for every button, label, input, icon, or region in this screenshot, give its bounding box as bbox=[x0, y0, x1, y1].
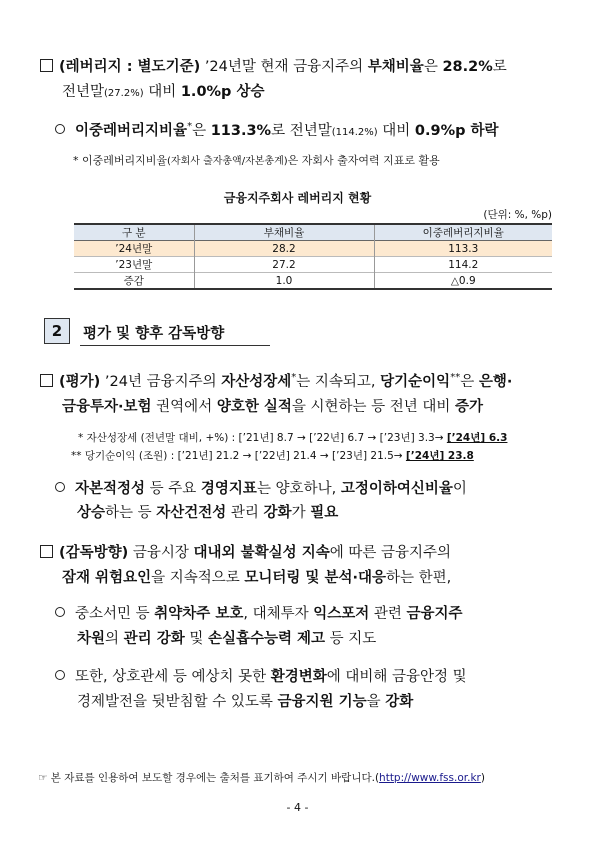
text-segment: 손실흡수능력 제고 bbox=[207, 631, 326, 647]
text-segment: ) bbox=[480, 772, 485, 784]
borrower-protection-paragraph-line1 bbox=[55, 602, 463, 623]
double-leverage-value: 113.3% bbox=[210, 123, 272, 139]
text-segment: 증가 bbox=[455, 399, 484, 415]
debt-ratio-value: 28.2% bbox=[442, 59, 493, 75]
footnote-mark: ** bbox=[450, 372, 461, 384]
text-segment: (자회사 출자총액/자본총계) bbox=[167, 156, 288, 167]
debt-ratio-label: 부채비율 bbox=[367, 59, 424, 75]
supervision-paragraph-line2 bbox=[62, 566, 451, 587]
table-cell: 113.3 bbox=[374, 241, 552, 257]
fss-link[interactable]: http://www.fss.or.kr bbox=[379, 772, 481, 784]
net-income-label: 당기순이익 bbox=[380, 374, 451, 390]
text-segment: 고정이하여신비율 bbox=[340, 481, 453, 497]
text-segment: 관련 bbox=[369, 606, 407, 622]
text-segment: 경영지표 bbox=[200, 481, 257, 497]
text-segment: 대비 bbox=[377, 123, 415, 139]
text-segment: 에 대비해 금융안정 및 bbox=[326, 669, 467, 685]
square-bullet-icon bbox=[40, 545, 53, 558]
footnote-asset-growth bbox=[78, 430, 507, 445]
text-segment: ** 당기순이익 (조원) : [’21년] 21.2 → [’22년] 21.4 → [’23년] 21.5→ bbox=[71, 450, 406, 462]
highlight-value: [’24년] 6.3 bbox=[446, 432, 508, 444]
page-number: - 4 - bbox=[286, 801, 309, 814]
text-segment: 는 양호하나, bbox=[256, 481, 341, 497]
text-segment: 양호한 실적 bbox=[216, 399, 292, 415]
pointing-hand-icon: ☞ bbox=[38, 772, 48, 784]
prior-value: (27.2%) bbox=[104, 88, 144, 99]
leverage-paragraph-line2 bbox=[62, 80, 265, 101]
supervision-paragraph-line1 bbox=[40, 541, 451, 562]
table-row bbox=[74, 241, 552, 257]
text-segment: 을 bbox=[366, 694, 386, 710]
text-segment: ’24년말 현재 금융지주의 bbox=[200, 59, 368, 75]
leverage-paragraph-line1 bbox=[40, 55, 507, 76]
leverage-heading: (레버리지 : 별도기준) bbox=[59, 59, 201, 75]
citation-notice bbox=[38, 770, 485, 785]
text-segment: * 자산성장세 (전년말 대비, +%) : [’21년] 8.7 → [’22년] 6.7 → [’23년] 3.3→ bbox=[78, 432, 447, 444]
text-segment: 에 따른 금융지주의 bbox=[329, 545, 451, 561]
supervision-heading: (감독방향) bbox=[59, 545, 129, 561]
change-value: 0.9%p 하락 bbox=[414, 123, 499, 139]
text-segment: 로 전년말 bbox=[271, 123, 332, 139]
double-leverage-paragraph bbox=[55, 119, 499, 140]
section-underline bbox=[80, 345, 270, 346]
text-segment: 의 bbox=[105, 631, 124, 647]
text-segment: ’24년 금융지주의 bbox=[100, 374, 222, 390]
footnote-mark: * bbox=[291, 372, 297, 384]
text-segment: , 대체투자 bbox=[243, 606, 314, 622]
evaluation-heading: (평가) bbox=[59, 374, 101, 390]
table-title: 금융지주회사 레버리지 현황 bbox=[223, 191, 372, 205]
text-segment: 은 자회사 출자여력 지표로 활용 bbox=[287, 154, 440, 167]
text-segment: 및 bbox=[184, 631, 208, 647]
text-segment: 잠재 위험요인 bbox=[62, 570, 152, 586]
table-header: 구 분 bbox=[121, 227, 146, 239]
change-value: 1.0%p 상승 bbox=[180, 84, 265, 100]
text-segment: 을 지속적으로 bbox=[151, 570, 245, 586]
text-segment: 차원 bbox=[77, 631, 106, 647]
text-segment: 로 bbox=[492, 59, 507, 75]
table-header: 이중레버리지비율 bbox=[374, 224, 552, 241]
square-bullet-icon bbox=[40, 374, 53, 387]
text-segment: 은 bbox=[460, 374, 479, 390]
financial-support-paragraph-line2 bbox=[77, 690, 413, 711]
text-segment: 권역에서 bbox=[151, 399, 217, 415]
text-segment: 자산건전성 bbox=[156, 505, 227, 521]
capital-adequacy-paragraph-line2 bbox=[77, 501, 338, 522]
footnote-double-leverage bbox=[73, 152, 440, 168]
text-segment: * 이중레버리지비율 bbox=[73, 154, 168, 167]
table-cell: 1.0 bbox=[194, 273, 374, 290]
borrower-protection-paragraph-line2 bbox=[77, 627, 376, 648]
footnote-net-income bbox=[71, 448, 474, 463]
text-segment: 가 bbox=[291, 505, 311, 521]
table-row bbox=[74, 273, 552, 290]
text-segment: 은 bbox=[423, 59, 443, 75]
text-segment: 는 지속되고, bbox=[296, 374, 381, 390]
text-segment: 강화 bbox=[263, 505, 292, 521]
evaluation-paragraph-line1 bbox=[40, 370, 512, 391]
text-segment: 중소서민 등 bbox=[75, 606, 155, 622]
text-segment: 또한, 상호관세 등 예상치 못한 bbox=[75, 669, 271, 685]
table-cell: 27.2 bbox=[194, 257, 374, 273]
financial-support-paragraph-line1 bbox=[55, 665, 467, 686]
table-row bbox=[74, 257, 552, 273]
text-segment: 금융투자·보험 bbox=[62, 399, 152, 415]
section-title: 평가 및 향후 감독방향 bbox=[83, 326, 225, 342]
text-segment: 관리 강화 bbox=[123, 631, 185, 647]
text-segment: 익스포저 bbox=[313, 606, 370, 622]
table-cell: 114.2 bbox=[374, 257, 552, 273]
circle-bullet-icon bbox=[55, 482, 65, 492]
text-segment: 상승 bbox=[77, 505, 106, 521]
text-segment: 대비 bbox=[143, 84, 181, 100]
text-segment: 모니터링 및 분석·대응 bbox=[244, 570, 387, 586]
text-segment: 이 bbox=[452, 481, 467, 497]
citation-text: 본 자료를 인용하여 보도할 경우에는 출처를 표기하여 주시기 바랍니다.( bbox=[47, 772, 380, 784]
text-segment: 은행· bbox=[478, 374, 513, 390]
text-segment: 은 bbox=[192, 123, 211, 139]
table-header-row bbox=[74, 224, 552, 241]
text-segment: 하는 등 bbox=[105, 505, 157, 521]
circle-bullet-icon bbox=[55, 607, 65, 617]
table-cell: 28.2 bbox=[194, 241, 374, 257]
section-number: 2 bbox=[44, 318, 70, 344]
text-segment: 강화 bbox=[385, 694, 414, 710]
text-segment: 을 시현하는 등 전년 대비 bbox=[291, 399, 456, 415]
capital-adequacy-paragraph-line1 bbox=[55, 477, 467, 498]
text-segment: 필요 bbox=[310, 505, 339, 521]
double-leverage-label: 이중레버리지비율 bbox=[75, 123, 188, 139]
text-segment: 등 지도 bbox=[325, 631, 377, 647]
text-segment: 등 주요 bbox=[145, 481, 201, 497]
prior-value: (114.2%) bbox=[331, 127, 378, 138]
table-cell: △0.9 bbox=[374, 273, 552, 290]
evaluation-paragraph-line2 bbox=[62, 395, 483, 416]
circle-bullet-icon bbox=[55, 124, 65, 134]
text-segment: 전년말 bbox=[62, 84, 105, 100]
asset-growth-label: 자산성장세 bbox=[221, 374, 292, 390]
text-segment: 경제발전을 뒷받침할 수 있도록 bbox=[77, 694, 278, 710]
text-segment: 금융시장 bbox=[128, 545, 194, 561]
circle-bullet-icon bbox=[55, 670, 65, 680]
text-segment: 하는 한편, bbox=[386, 570, 452, 586]
highlight-value: [’24년] 23.8 bbox=[405, 450, 474, 462]
text-segment: 금융지원 기능 bbox=[277, 694, 367, 710]
text-segment: 금융지주 bbox=[406, 606, 463, 622]
text-segment: 대내외 불확실성 지속 bbox=[193, 545, 330, 561]
text-segment: 자본적정성 bbox=[75, 481, 146, 497]
square-bullet-icon bbox=[40, 59, 53, 72]
table-header: 부채비율 bbox=[194, 224, 374, 241]
table-cell: ’23년말 bbox=[115, 259, 153, 271]
table-cell: ’24년말 bbox=[115, 243, 153, 255]
text-segment: 취약차주 보호 bbox=[154, 606, 244, 622]
leverage-table bbox=[74, 223, 552, 290]
footnote-mark: * bbox=[187, 121, 193, 133]
text-segment: 관리 bbox=[226, 505, 264, 521]
table-cell: 증감 bbox=[123, 275, 144, 287]
table-unit: (단위: %, %p) bbox=[483, 209, 552, 221]
text-segment: 환경변화 bbox=[270, 669, 327, 685]
